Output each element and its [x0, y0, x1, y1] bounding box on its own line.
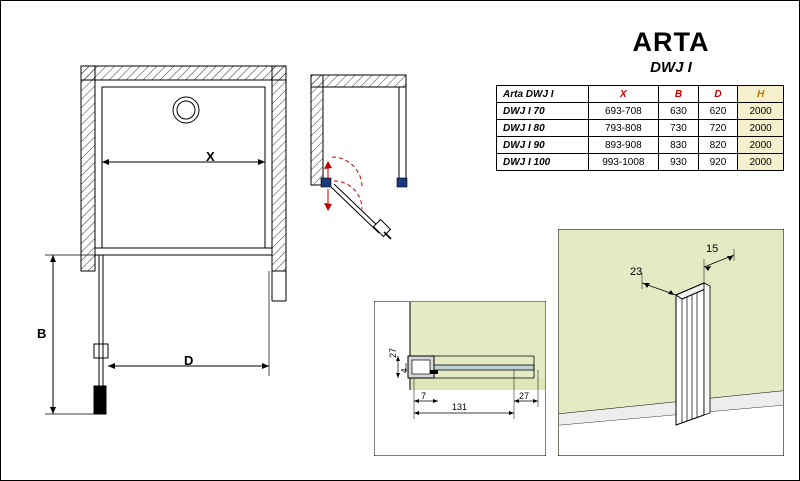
table-header-x: X [588, 86, 659, 103]
page-subtitle: DWJ I [650, 59, 692, 76]
swing-view [301, 61, 411, 261]
table-row [497, 103, 784, 120]
profile-detail [558, 229, 784, 456]
cell-model: DWJ I 90 [497, 137, 589, 154]
cell-b: 730 [659, 120, 699, 137]
cell-d: 820 [698, 137, 738, 154]
dim-7: 7 [421, 391, 427, 401]
dim-27-right: 27 [519, 391, 530, 401]
table-header-h: H [738, 86, 784, 103]
cell-h: 2000 [738, 154, 784, 171]
cell-model: DWJ I 70 [497, 103, 589, 120]
cell-x: 893-908 [588, 137, 659, 154]
cell-h: 2000 [738, 120, 784, 137]
table-row [497, 137, 784, 154]
spec-table [496, 85, 784, 171]
cell-b: 630 [659, 103, 699, 120]
table-row [497, 120, 784, 137]
cell-h: 2000 [738, 103, 784, 120]
cell-b: 830 [659, 137, 699, 154]
dim-15: 15 [706, 243, 719, 255]
plan-label-d: D [184, 353, 194, 368]
cell-model: DWJ I 100 [497, 154, 589, 171]
dim-131: 131 [452, 402, 468, 412]
page-title: ARTA [632, 27, 710, 57]
cell-d: 720 [698, 120, 738, 137]
table-header-row [497, 86, 784, 103]
cell-d: 620 [698, 103, 738, 120]
cell-model: DWJ I 80 [497, 120, 589, 137]
plan-view [31, 56, 301, 436]
plan-label-x: X [206, 149, 215, 164]
table-header-d: D [698, 86, 738, 103]
table-header-model: Arta DWJ I [497, 86, 589, 103]
dim-23: 23 [630, 266, 643, 278]
table-header-b: B [659, 86, 699, 103]
dim-27-left: 27 [388, 347, 398, 358]
cell-b: 930 [659, 154, 699, 171]
plan-label-b: B [37, 326, 47, 341]
section-detail [374, 301, 546, 456]
cell-h: 2000 [738, 137, 784, 154]
cell-x: 793-808 [588, 120, 659, 137]
dim-4: 4 [400, 368, 409, 373]
cell-d: 920 [698, 154, 738, 171]
cell-x: 993-1008 [588, 154, 659, 171]
table-row [497, 154, 784, 171]
cell-x: 693-708 [588, 103, 659, 120]
